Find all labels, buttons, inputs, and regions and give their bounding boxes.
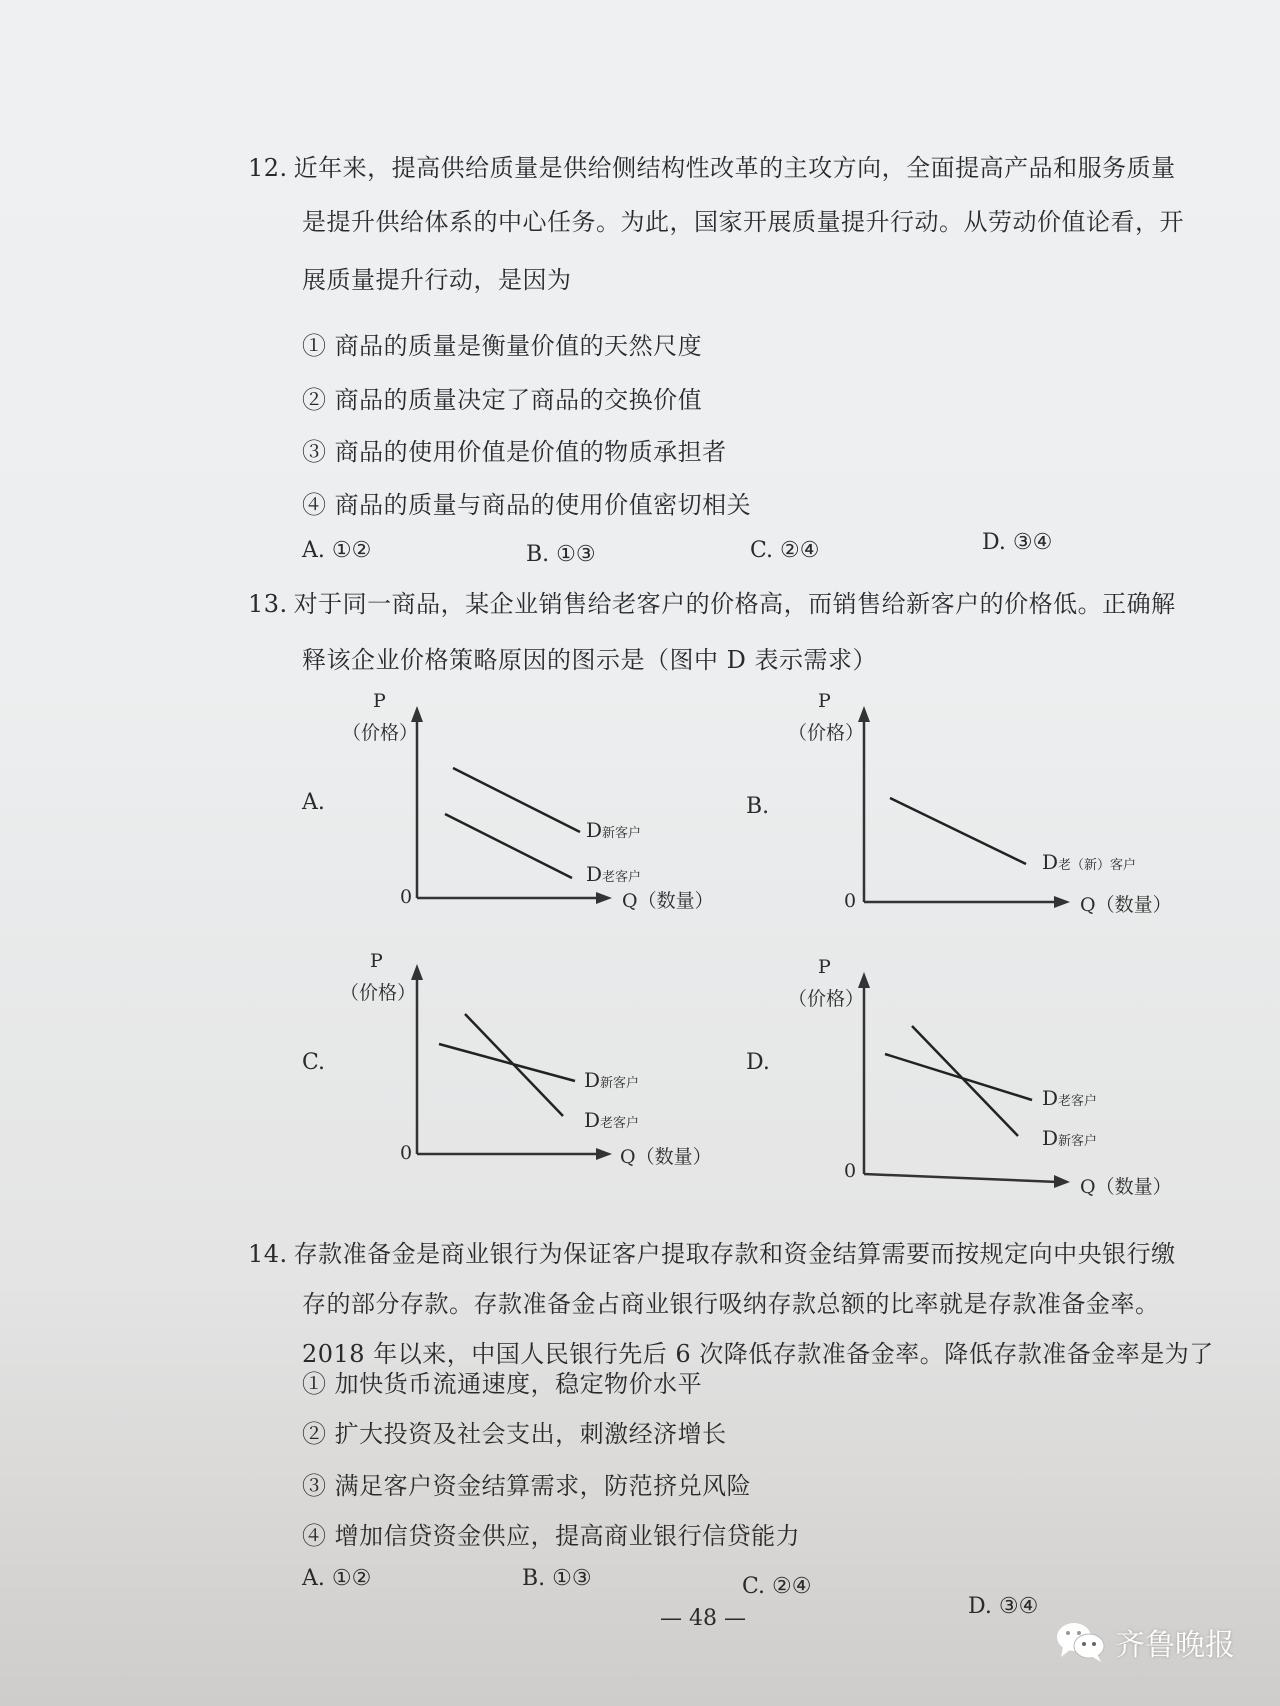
q14-choice-a[interactable]: A. ①② [302, 1566, 372, 1591]
chart-b-p-label: （价格） [788, 722, 865, 744]
chart-a-origin: 0 [400, 886, 413, 908]
curve-d-old [885, 1054, 1032, 1100]
page-number: — 48 — [660, 1606, 746, 1631]
chart-a-label-old: D老客户 [586, 862, 642, 886]
q12-number: 12. [248, 154, 288, 182]
q12-choice-c[interactable]: C. ②④ [750, 538, 820, 563]
q13-line-1: 13. 对于同一商品，某企业销售给老客户的价格高，而销售给新客户的价格低。正确解 [248, 590, 1176, 618]
q14-item-3: ③ 满足客户资金结算需求，防范挤兑风险 [302, 1472, 752, 1500]
q12-line-3: 展质量提升行动，是因为 [302, 266, 572, 294]
chart-c-p-symbol: P [370, 950, 383, 972]
chart-d-p-symbol: P [818, 956, 831, 978]
wechat-icon [1055, 1621, 1107, 1663]
curve-d-new [453, 768, 580, 832]
chart-a-letter: A. [302, 790, 325, 815]
q14-item-4: ④ 增加信贷资金供应，提高商业银行信贷能力 [302, 1522, 801, 1550]
q13-number: 13. [248, 590, 288, 618]
chart-d-p-label: （价格） [788, 988, 865, 1010]
q14-item-2: ② 扩大投资及社会支出，刺激经济增长 [302, 1420, 727, 1448]
chart-b-q-label: Q（数量） [1080, 894, 1172, 916]
chart-c-q-label: Q（数量） [620, 1146, 712, 1168]
q12-line-1: 12. 近年来，提高供给质量是供给侧结构性改革的主攻方向，全面提高产品和服务质量 [248, 154, 1176, 182]
curve-d-new [912, 1026, 1018, 1136]
chart-a-p-symbol: P [373, 690, 386, 712]
chart-b-label: D老（新）客户 [1042, 850, 1137, 874]
chart-c-origin: 0 [400, 1142, 413, 1164]
watermark-text: 齐鲁晚报 [1115, 1628, 1235, 1663]
q14-number: 14. [248, 1240, 288, 1268]
chart-d-letter: D. [746, 1050, 770, 1075]
chart-d-label-old: D老客户 [1042, 1086, 1098, 1110]
q12-item-4: ④ 商品的质量与商品的使用价值密切相关 [302, 491, 752, 519]
chart-c-label-new: D新客户 [584, 1068, 640, 1092]
q12-line-2: 是提升供给体系的中心任务。为此，国家开展质量提升行动。从劳动价值论看，开 [302, 208, 1184, 236]
chart-c-p-label: （价格） [340, 982, 417, 1004]
chart-b-p-symbol: P [818, 690, 831, 712]
q12-choice-a[interactable]: A. ①② [302, 538, 372, 563]
q14-line-1: 14. 存款准备金是商业银行为保证客户提取存款和资金结算需要而按规定向中央银行缴 [248, 1240, 1176, 1268]
chart-a-p-label: （价格） [342, 722, 419, 744]
chart-a-label-new: D新客户 [586, 818, 642, 842]
chart-c-label-old: D老客户 [584, 1108, 640, 1132]
chart-option-d[interactable] [740, 950, 1180, 1200]
q14-choice-c[interactable]: C. ②④ [742, 1574, 812, 1599]
q12-item-1: ① 商品的质量是衡量价值的天然尺度 [302, 332, 703, 360]
chart-b-letter: B. [746, 794, 770, 819]
chart-a-q-label: Q（数量） [622, 890, 714, 912]
q14-choice-d[interactable]: D. ③④ [968, 1594, 1039, 1619]
q13-line-2: 释该企业价格策略原因的图示是（图中 D 表示需求） [302, 646, 877, 674]
chart-d-q-label: Q（数量） [1080, 1176, 1172, 1198]
q14-item-1: ① 加快货币流通速度，稳定物价水平 [302, 1370, 703, 1398]
q14-line-3: 2018 年以来，中国人民银行先后 6 次降低存款准备金率。降低存款准备金率是为了 [302, 1340, 1214, 1368]
curve-d-old [445, 814, 572, 878]
q14-line-2: 存的部分存款。存款准备金占商业银行吸纳存款总额的比率就是存款准备金率。 [302, 1290, 1160, 1318]
q12-choice-b[interactable]: B. ①③ [526, 542, 596, 567]
chart-option-a[interactable] [300, 690, 720, 920]
curve-d-old-new [890, 798, 1026, 864]
watermark [1055, 1620, 1235, 1664]
chart-c-letter: C. [302, 1050, 326, 1075]
chart-b-plot [740, 690, 1180, 920]
q14-choice-b[interactable]: B. ①③ [522, 1566, 592, 1591]
chart-d-plot [740, 950, 1180, 1200]
chart-option-c[interactable] [300, 950, 720, 1180]
curve-d-new [439, 1044, 575, 1081]
chart-option-b[interactable] [740, 690, 1180, 920]
chart-b-origin: 0 [844, 890, 857, 912]
q12-item-2: ② 商品的质量决定了商品的交换价值 [302, 386, 703, 414]
q12-item-3: ③ 商品的使用价值是价值的物质承担者 [302, 438, 727, 466]
chart-d-label-new: D新客户 [1042, 1126, 1098, 1150]
chart-d-origin: 0 [844, 1160, 857, 1182]
q12-choice-d[interactable]: D. ③④ [982, 530, 1053, 555]
curve-d-old [465, 1014, 563, 1116]
